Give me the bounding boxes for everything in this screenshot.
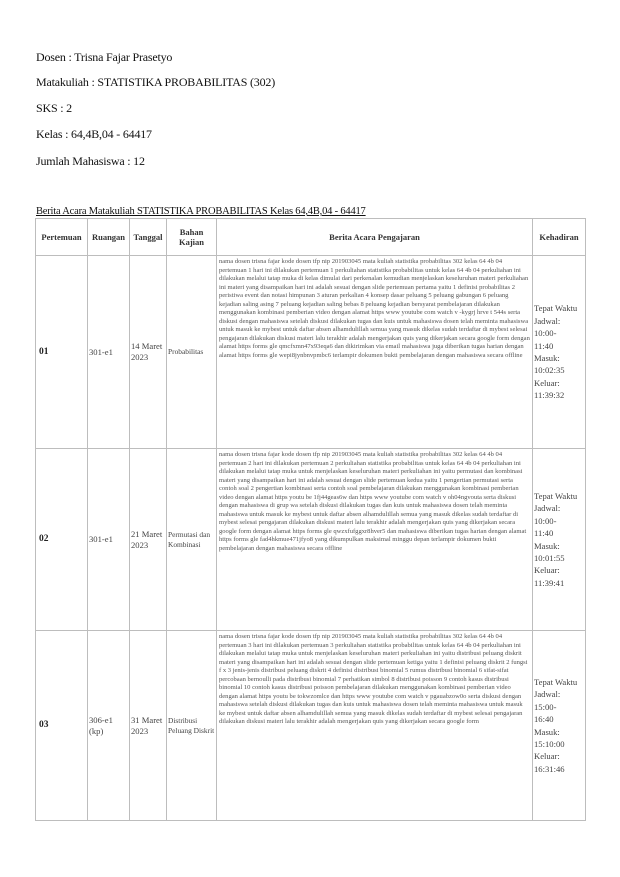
kehadiran-cell — [533, 256, 586, 449]
ruangan-cell: 301-e1 — [88, 256, 130, 449]
kelas-line: Kelas : 64,4B,04 - 64417 — [36, 127, 152, 141]
bahan-kajian-cell: Permutasi dan Kombinasi — [167, 449, 217, 631]
table-row — [36, 449, 586, 631]
kehadiran-line: 15:10:00 — [534, 738, 565, 749]
kehadiran-cell — [533, 449, 586, 631]
kehadiran-line: 16:40 — [534, 714, 554, 725]
jumlah-mahasiswa-line: Jumlah Mahasiswa : 12 — [36, 154, 145, 168]
kehadiran-line: 11:40 — [534, 340, 554, 351]
berita-acara-cell: nama dosen trisna fajar kode dosen tfp nip 201903045 mata kuliah statistika probabilitas 302 kelas 64 4b 04 pertemuan 3 hari ini dilakukan pertemuan 3 perkuliahan statistika probabilitas untuk kelas 64 4b 04 perkuliahan ini dilakukan melalui tatap muka untuk menjelaskan keseluruhan materi perkuliahan ini yaitu distribusi peluang diskrit materi yang disampaikan hari ini adalah sesuai dengan slide pertemuan ketiga yaitu 1 definisi peluang diskrit 2 fungsi f x 3 jenis-jenis distribusi peluang diskrit 4 definisi distribusi binomial 5 rumus distribusi binomial 6 sifat-sifat percobaan bernoulli pada distribusi binomial 7 perhatikan simbol 8 distribusi poisson 9 contoh kasus distribusi binomial 10 contoh kasus distribusi poisson pembelajaran dilakukan menggunakan kombinasi pemberian video dengan alamat https youtu be tokwzomlce dan https www youtube com watch v pgauabzow0o serta diskusi dengan mahasiswa setelah diskusi dilakukan tugas dan kuis untuk mahasiswa dosen telah meminta mahasiswa untuk masuk ke mybest untuk daftar absen alhamdulillah semua yang masuk dikelas sudah terdaftar di mybest selesai pengajaran dilakukan diskusi materi lalu terakhir adalah mengerjakan quis yang dikerjakan secara google form — [217, 631, 533, 821]
col-pertemuan: Pertemuan — [36, 219, 88, 256]
dosen-line: Dosen : Trisna Fajar Prasetyo — [36, 50, 173, 64]
kehadiran-line: 11:39:32 — [534, 390, 565, 401]
kehadiran-line: Tepat Waktu — [534, 676, 578, 687]
matakuliah-line: Matakuliah : STATISTIKA PROBABILITAS (302) — [36, 75, 276, 89]
kehadiran-line: Tepat Waktu — [534, 490, 578, 501]
col-ruangan: Ruangan — [88, 219, 130, 256]
kehadiran-line: 11:39:41 — [534, 577, 565, 588]
kehadiran-line: Keluar: — [534, 565, 560, 576]
pertemuan-number: 01 — [36, 256, 88, 449]
kehadiran-line: 15:00- — [534, 701, 557, 712]
col-tanggal: Tanggal — [130, 219, 167, 256]
page-bottom-margin — [0, 832, 620, 877]
kehadiran-line: Masuk: — [534, 353, 560, 363]
col-bahan-kajian: Bahan Kajian — [167, 219, 217, 256]
berita-acara-table — [35, 218, 586, 821]
kehadiran-line: 16:31:46 — [534, 763, 565, 774]
kehadiran-line: 10:01:55 — [534, 552, 565, 563]
berita-acara-cell: nama dosen trisna fajar kode dosen tfp nip 201903045 mata kuliah statistika probabilitas 302 kelas 64 4b 04 pertemuan 2 hari ini dilakukan pertemuan 2 perkuliahan statistika probabilitas untuk kelas 64 4b 04 perkuliahan ini dilakukan melalui tatap muka untuk menjelaskan keseluruhan materi perkuliahan ini yaitu permutasi dan kombinasi materi yang disampaikan hari ini adalah sesuai dengan slide pertemuan kedua yaitu 1 pengertian permutasi serta contoh soal 2 pengertian kombinasi serta contoh soal pembelajaran dilakukan menggunakan kombinasi pemberian video dengan alamat https youtu be 1fj44geas6w dan https www youtube com watch v oh04ngvouta serta diskusi dengan mahasiswa di grup wa setelah diskusi dilakukan tugas dan kuis untuk mahasiswa dosen telah meminta mahasiswa untuk masuk ke mybest untuk daftar absen alhamdulillah semua yang masuk dikelas sudah terdaftar di mybest selesai pengajaran dilakukan diskusi materi lalu terakhir adalah mengerjakan quis yang dikerjakan secara google form dengan alamat https forms gle qwzxfufggxr8hver5 dan mahasiswa diberikan tugas harian dengan alamat https forms gle fad4hkmue471jfyo8 yang dikumpulkan maksimal minggu depan terlampir dokumen bukti pembelajaran dengan mahasiswa secara offline — [217, 449, 533, 631]
kehadiran-line: Tepat Waktu — [534, 303, 578, 314]
table-row — [36, 631, 586, 821]
table-row — [36, 256, 586, 449]
kehadiran-line: Masuk: — [534, 540, 560, 551]
kehadiran-line: Masuk: — [534, 726, 560, 737]
bahan-kajian-cell: Distribusi Peluang Diskrit — [167, 631, 217, 821]
pertemuan-number: 02 — [36, 449, 88, 631]
kehadiran-line: 11:40 — [534, 528, 554, 539]
berita-acara-cell: nama dosen trisna fajar kode dosen tfp nip 201903045 mata kuliah statistika probabilitas 302 kelas 64 4b 04 pertemuan 1 hari ini dilakukan pertemuan 1 perkuliahan statistika probabilitas untuk kelas 64 4b 04 perkuliahan ini dilakukan melalui tatap muka di kelas dimulai dari perkenalan kemudian menjelaskan keseluruhan materi perkuliahan ini materi yang disampaikan hari ini adalah sesuai dengan slide pertemuan pertama yaitu 1 definisi probabilitas 2 peristiwa event dan notasi himpunan 3 aturan perkalian 4 konsep dasar peluang 5 peluang gabungan 6 peluang kejadian saling asing 7 peluang kejadian saling bebas 8 peluang kejadian bersyarat pembelajaran dilakukan menggunakan kombinasi pemberian video dengan alamat https www youtube com watch v -kygrj hrve t 544s serta diskusi dengan mahasiswa setelah diskusi dilakukan tugas dan kuis untuk mahasiswa dosen telah meminta mahasiswa untuk masuk ke mybest untuk daftar absen alhamdulillah semua yang masuk dikelas sudah terdaftar di mybest selesai pengajaran dilakukan diskusi materi lalu terakhir adalah mengerjakan quis yang dikerjakan secara google form dengan alamat https forms gle qmcfxmn47x93eqa6 dan dikirimkan via email mahasiswa juga diberikan tugas harian dengan alamat https forms gle wepi8jynbnvpmbc6 terlampir dokumen bukti pembelajaran dengan mahasiswa secara offline — [217, 256, 533, 449]
bahan-kajian-cell: Probabilitas — [167, 256, 217, 449]
kehadiran-line: Jadwal: — [534, 503, 561, 514]
ruangan-cell: 306-e1 (kp) — [88, 631, 130, 821]
kehadiran-line: Jadwal: — [534, 315, 561, 326]
tanggal-cell: 31 Maret 2023 — [130, 631, 167, 821]
table-header-row — [36, 219, 586, 256]
tanggal-cell: 14 Maret 2023 — [130, 256, 167, 449]
kehadiran-line: Keluar: — [534, 751, 560, 762]
tanggal-cell: 21 Maret 2023 — [130, 449, 167, 631]
kehadiran-line: Jadwal: — [534, 689, 561, 700]
kehadiran-line: 10:00- — [534, 328, 557, 339]
col-berita-acara: Berita Acara Pengajaran — [217, 219, 533, 256]
kehadiran-cell — [533, 631, 586, 821]
sks-line: SKS : 2 — [36, 101, 72, 115]
pertemuan-number: 03 — [36, 631, 88, 821]
col-kehadiran: Kehadiran — [533, 219, 586, 256]
kehadiran-line: 10:02:35 — [534, 365, 565, 376]
table-title: Berita Acara Matakuliah STATISTIKA PROBABILITAS Kelas 64,4B,04 - 64417 — [36, 206, 366, 217]
ruangan-cell: 301-e1 — [88, 449, 130, 631]
kehadiran-line: Keluar: — [534, 377, 560, 388]
kehadiran-line: 10:00- — [534, 515, 557, 526]
